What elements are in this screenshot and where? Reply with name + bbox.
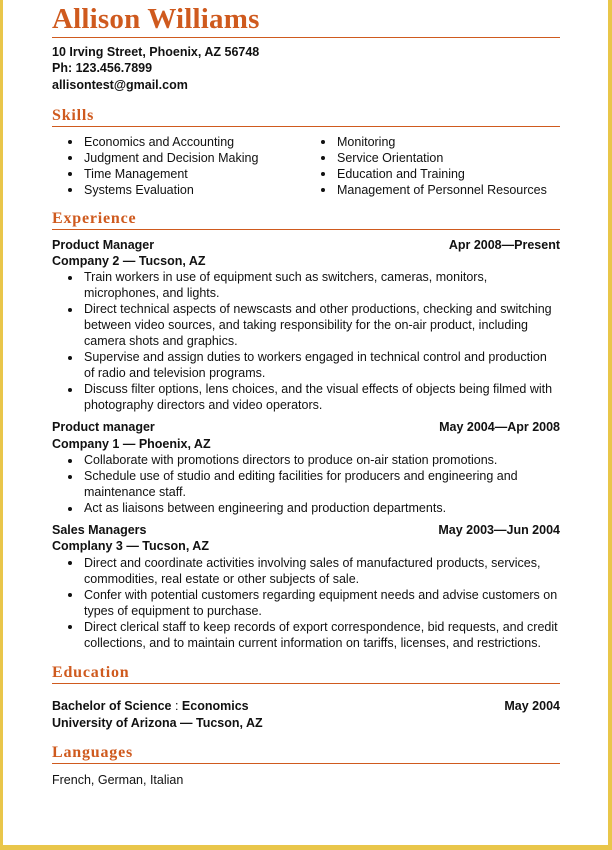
languages-divider (52, 763, 560, 764)
education-entry (52, 698, 560, 732)
skill-item: Management of Personnel Resources (305, 182, 547, 198)
duty-item: Collaborate with promotions directors to produce on-air station promotions. (52, 452, 560, 468)
job-company: Company 1 — Phoenix, AZ (52, 436, 211, 451)
job-company: Company 2 — Tucson, AZ (52, 254, 206, 269)
job-title: Sales Managers (52, 523, 147, 538)
job-header (52, 522, 560, 538)
skills-column-left (52, 134, 305, 198)
contact-info (52, 44, 560, 93)
job-dates: Apr 2008—Present (448, 237, 560, 252)
duty-item: Direct and coordinate activities involving sales of manufactured products, services, commodities, real estate or other subjects of sale. (52, 555, 560, 587)
skill-item: Education and Training (305, 166, 547, 182)
education-heading: Education (52, 663, 130, 681)
resume-name: Allison Williams (52, 3, 260, 35)
skills-divider (52, 126, 560, 127)
duty-item: Discuss filter options, lens choices, and the visual effects of objects being filmed with photography directors and video operators. (52, 381, 560, 413)
job-company: Complany 3 — Tucson, AZ (52, 539, 209, 554)
education-school-row (52, 715, 560, 732)
skills-list (52, 134, 560, 198)
education-degree: Bachelor of Science (52, 698, 172, 713)
job-duties (52, 452, 560, 516)
education-field: Economics (181, 698, 249, 713)
resume-page (3, 0, 608, 845)
resume-content (52, 0, 560, 788)
skill-item: Monitoring (305, 134, 547, 150)
job-entry (52, 522, 560, 651)
duty-item: Act as liaisons between engineering and production departments. (52, 500, 560, 516)
education-school: University of Arizona — Tucson, AZ (52, 715, 263, 730)
skill-item: Systems Evaluation (52, 182, 305, 198)
job-title: Product Manager (52, 237, 155, 252)
job-dates: May 2003—Jun 2004 (438, 523, 560, 538)
skills-heading: Skills (52, 106, 95, 124)
job-duties (52, 555, 560, 651)
duty-item: Direct technical aspects of newscasts and other productions, checking and switching between video sources, and taking responsibility for the on-air product, including camera shots and graphics. (52, 301, 560, 349)
education-degree-row (52, 698, 560, 715)
job-entry (52, 237, 560, 414)
job-header (52, 419, 560, 435)
skill-item: Time Management (52, 166, 305, 182)
job-entry (52, 419, 560, 516)
duty-item: Train workers in use of equipment such as switchers, cameras, monitors, microphones, and lights. (52, 269, 560, 301)
experience-heading: Experience (52, 209, 137, 227)
job-duties (52, 269, 560, 413)
name-divider (52, 37, 560, 38)
duty-item: Supervise and assign duties to workers engaged in technical control and production of radio and television programs. (52, 349, 560, 381)
job-header (52, 237, 560, 253)
skill-item: Economics and Accounting (52, 134, 305, 150)
education-degree-line (52, 698, 249, 715)
skills-column-right (305, 134, 547, 198)
contact-address: 10 Irving Street, Phoenix, AZ 56748 (52, 45, 260, 59)
skill-item: Service Orientation (305, 150, 547, 166)
education-date: May 2004 (504, 698, 560, 713)
contact-phone: Ph: 123.456.7899 (52, 61, 153, 76)
experience-divider (52, 229, 560, 230)
duty-item: Confer with potential customers regarding equipment needs and advise customers on types of equipment to purchase. (52, 587, 560, 619)
duty-item: Schedule use of studio and editing facilities for producers and engineering and maintenance staff. (52, 468, 560, 500)
languages-heading: Languages (52, 743, 133, 761)
job-dates: May 2004—Apr 2008 (439, 420, 560, 435)
duty-item: Direct clerical staff to keep records of export correspondence, bid requests, and credit collections, and to maintain current information on tariffs, licenses, and restrictions. (52, 619, 560, 651)
contact-email: allisontest@gmail.com (52, 77, 188, 92)
education-separator: : (171, 698, 182, 713)
job-title: Product manager (52, 420, 155, 435)
skill-item: Judgment and Decision Making (52, 150, 305, 166)
languages-list: French, German, Italian (52, 772, 184, 787)
education-divider (52, 683, 560, 684)
